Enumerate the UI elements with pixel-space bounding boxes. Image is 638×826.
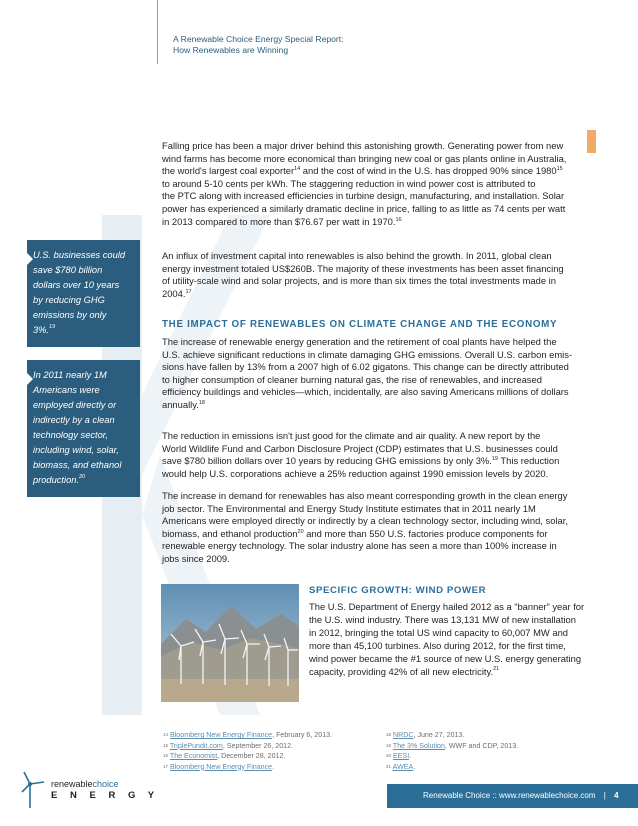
section-heading-wind: SPECIFIC GROWTH: WIND POWER [309, 585, 487, 596]
report-header-line2: How Renewables are Winning [173, 45, 289, 55]
footnote-link[interactable]: Bloomberg New Energy Finance [170, 762, 273, 771]
paragraph-savings: The reduction in emissions isn't just good for the climate and air quality. A new report by the World Wildlife Fund and Carbon Disclosure Project (CDP) estimates that U.S. businesses could save $780 billion dollars over 10 years by reducing GHG emissions by only 3%.$^{19}$ This reduction would help U.S. corporations achieve a 25% reduction against 1990 emission levels by 2020. [162, 430, 560, 479]
wind-farm-photo [161, 584, 299, 702]
footnote-15: $^{15}$ TriplePundit.com, September 26, 2012. [163, 741, 294, 750]
wind-turbine-logo-icon [14, 770, 50, 810]
footnote-20: $^{20}$ EESI. [386, 752, 412, 760]
footnote-link[interactable]: NRDC [393, 731, 414, 739]
footnote-14: $^{14}$ Bloomberg New Energy Finance, February 6, 2013. [163, 731, 333, 739]
footnote-18: $^{18}$ NRDC, June 27, 2013. [386, 731, 465, 739]
page-number: 4 [614, 791, 619, 800]
header-divider [157, 0, 158, 64]
footnote-link[interactable]: Bloomberg New Energy Finance [170, 731, 273, 739]
section-heading-climate: THE IMPACT OF RENEWABLES ON CLIMATE CHANGE AND THE ECONOMY [162, 319, 558, 330]
report-header [173, 34, 344, 56]
callout-arrow [26, 252, 33, 266]
callout-jobs: In 2011 nearly 1M Americans were employed directly or indirectly by a clean technology sector, including wind, solar, biomass, and ethanol production.$^{20}$ [27, 360, 140, 497]
footnotes-left [163, 730, 332, 772]
paragraph-jobs: The increase in demand for renewables has also meant corresponding growth in the clean energy job sector. The Environmental and Energy Study Institute estimates that in 2011 nearly 1M Americans were employed directly or indirectly by a clean technology sector, including wind, solar, biomass, and ethanol production$^{20}$ and more than 550 U.S. factories produce components for renewable energy technology. The solar industry alone has seen a more than 100% increase in jobs since 2009. [162, 490, 568, 564]
footnotes-right [386, 730, 518, 772]
report-header-line1: A Renewable Choice Energy Special Report: [173, 34, 344, 44]
paragraph-price-drivers: Falling price has been a major driver behind this astonishing growth. Generating power from new wind farms has become more economical than bringing new coal or gas plants online in Australia, the world's largest coal exporter$^{14}$ and the cost of wind in the U.S. has dropped 90% since 1980$^{15}$ to around 5-10 cents per kWh. The staggering reduction in wind power cost is attributed to the PTC along with increased efficiencies in turbine design, manufacturing, and installation. Solar power has experienced a similarly dramatic decline in price, falling to as little as 74 cents per watt in 2013 compared to more than $76.67 per watt in 1970.16 [162, 140, 567, 227]
footnote-link[interactable]: AWEA [392, 762, 414, 771]
footnote-link[interactable]: The Economist [169, 752, 218, 760]
footnote-link[interactable]: The 3% Solution [392, 741, 445, 750]
footnote-21: $^{21}$ AWEA. [386, 762, 416, 771]
footer-separator: | [603, 791, 606, 800]
callout-savings: U.S. businesses could save $780 billion dollars over 10 years by reducing GHG emissions by only 3%.$^{19}$ [27, 240, 140, 347]
footnote-19: $^{19}$ The 3% Solution, WWF and CDP, 2013. [386, 741, 519, 750]
paragraph-emissions: The increase of renewable energy generation and the retirement of coal plants have helped the U.S. achieve significant reductions in climate damaging GHG emissions. Overall U.S. carbon emis- sions have fallen by 13% from a 2007 high of 6.02 gigatons. This change can be directly attributed to higher consumption of cleaner burning natural gas, the rise of renewables, and increased efficiency buildings and vehicles—which, incidentally, are also saving Americans millions of dollars annually.$^{18}$ [162, 336, 573, 410]
footnote-16: $^{16}$ The Economist, December 28, 2012. [163, 752, 286, 760]
callout-arrow [26, 372, 33, 386]
paragraph-investment: An influx of investment capital into renewables is also behind the growth. In 2011, global clean energy investment totaled US$260B. The majority of these investments has been asset financing of utility-scale wind and solar projects, and is more than six times the total investments made in 2004.17 [162, 250, 564, 299]
footnote-17: $^{17}$ Bloomberg New Energy Finance. [163, 762, 275, 771]
footer-bar [387, 784, 638, 808]
logo-energy: E N E R G Y [51, 790, 160, 801]
paragraph-wind-growth: The U.S. Department of Energy hailed 2012 as a “banner” year for the U.S. wind industry. There was 13,131 MW of new installation in 2012, bringing the total US wind capacity to 60,007 MW and more than 45,100 turbines. Also during 2012, for the first time, wind power became the #1 source of new U.S. energy generating capacity, providing 42% of all new electricity.$^{21}$ [309, 601, 585, 677]
footer-site[interactable]: Renewable Choice :: www.renewablechoice.com [423, 791, 596, 800]
footnote-link[interactable]: TriplePundit.com [169, 741, 223, 750]
footnote-link[interactable]: EESI [393, 752, 410, 760]
logo-wordmark: renewablechoice [51, 779, 119, 789]
